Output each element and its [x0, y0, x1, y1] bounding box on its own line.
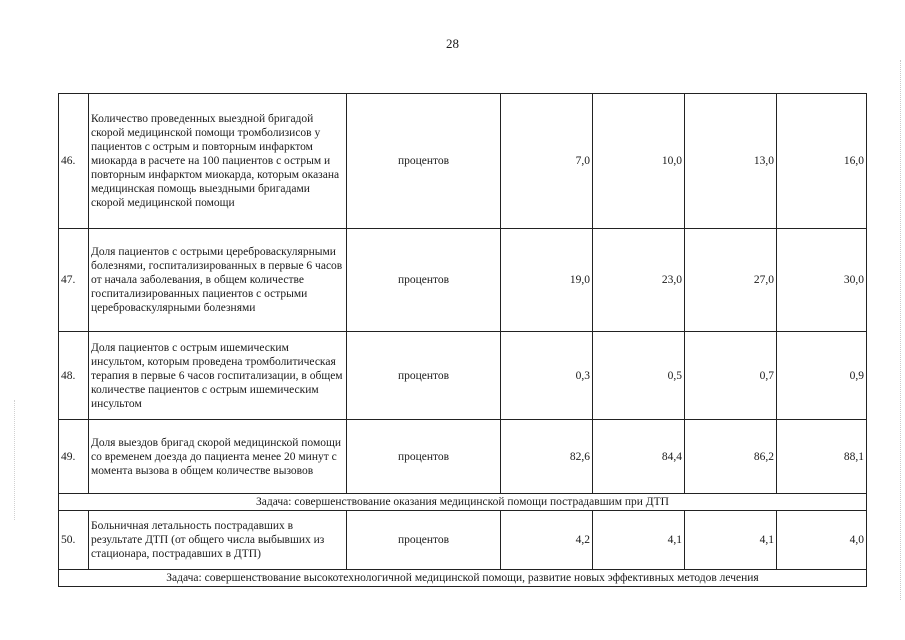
- table-row: [59, 229, 867, 332]
- value-cell: 84,4: [593, 420, 685, 494]
- value-cell: 30,0: [777, 229, 867, 332]
- page-number: 28: [446, 36, 459, 51]
- indicator-name: Количество проведенных выездной бригадой скорой медицинской помощи тромболизисов у пациентов с острым и повторным инфарктом миокарда в расчете на 100 пациентов с острым и повторным инфарктом миокарда, которым оказана медицинская помощь выездными бригадами скорой медицинской помощи: [89, 94, 347, 229]
- table-row: [59, 511, 867, 570]
- task-heading: Задача: совершенствование оказания медицинской помощи пострадавшим при ДТП: [59, 494, 867, 511]
- value-cell: 19,0: [501, 229, 593, 332]
- value-cell: 7,0: [501, 94, 593, 229]
- indicator-name: Доля выездов бригад скорой медицинской помощи со временем доезда до пациента менее 20 минут с момента вызова в общем количестве вызовов: [89, 420, 347, 494]
- unit-cell: процентов: [347, 420, 501, 494]
- value-cell: 13,0: [685, 94, 777, 229]
- value-cell: 0,9: [777, 332, 867, 420]
- value-cell: 10,0: [593, 94, 685, 229]
- value-cell: 86,2: [685, 420, 777, 494]
- unit-cell: процентов: [347, 332, 501, 420]
- value-cell: 0,3: [501, 332, 593, 420]
- table-row: [59, 332, 867, 420]
- value-cell: 4,2: [501, 511, 593, 570]
- scan-margin-artifact: [14, 400, 16, 520]
- indicators-table: [58, 93, 867, 587]
- table-row: [59, 94, 867, 229]
- value-cell: 27,0: [685, 229, 777, 332]
- value-cell: 0,5: [593, 332, 685, 420]
- value-cell: 4,1: [685, 511, 777, 570]
- value-cell: 16,0: [777, 94, 867, 229]
- row-number: 46.: [59, 94, 89, 229]
- task-row: [59, 494, 867, 511]
- unit-cell: процентов: [347, 94, 501, 229]
- row-number: 50.: [59, 511, 89, 570]
- indicator-name: Доля пациентов с острыми цереброваскулярными болезнями, госпитализированных в первые 6 часов от начала заболевания, в общем количестве госпитализированных пациентов с острыми цереброваскулярными болезнями: [89, 229, 347, 332]
- row-number: 48.: [59, 332, 89, 420]
- task-row: [59, 570, 867, 587]
- task-heading: Задача: совершенствование высокотехнологичной медицинской помощи, развитие новых эффективных методов лечения: [59, 570, 867, 587]
- unit-cell: процентов: [347, 511, 501, 570]
- scan-edge-artifact: [899, 60, 901, 600]
- unit-cell: процентов: [347, 229, 501, 332]
- value-cell: 0,7: [685, 332, 777, 420]
- indicator-name: Доля пациентов с острым ишемическим инсультом, которым проведена тромболитическая терапия в первые 6 часов госпитализации, в общем количестве пациентов с острым ишемическим инсультом: [89, 332, 347, 420]
- value-cell: 23,0: [593, 229, 685, 332]
- value-cell: 88,1: [777, 420, 867, 494]
- value-cell: 4,1: [593, 511, 685, 570]
- row-number: 49.: [59, 420, 89, 494]
- value-cell: 82,6: [501, 420, 593, 494]
- indicator-name: Больничная летальность пострадавших в результате ДТП (от общего числа выбывших из стационара, пострадавших в ДТП): [89, 511, 347, 570]
- value-cell: 4,0: [777, 511, 867, 570]
- table-row: [59, 420, 867, 494]
- row-number: 47.: [59, 229, 89, 332]
